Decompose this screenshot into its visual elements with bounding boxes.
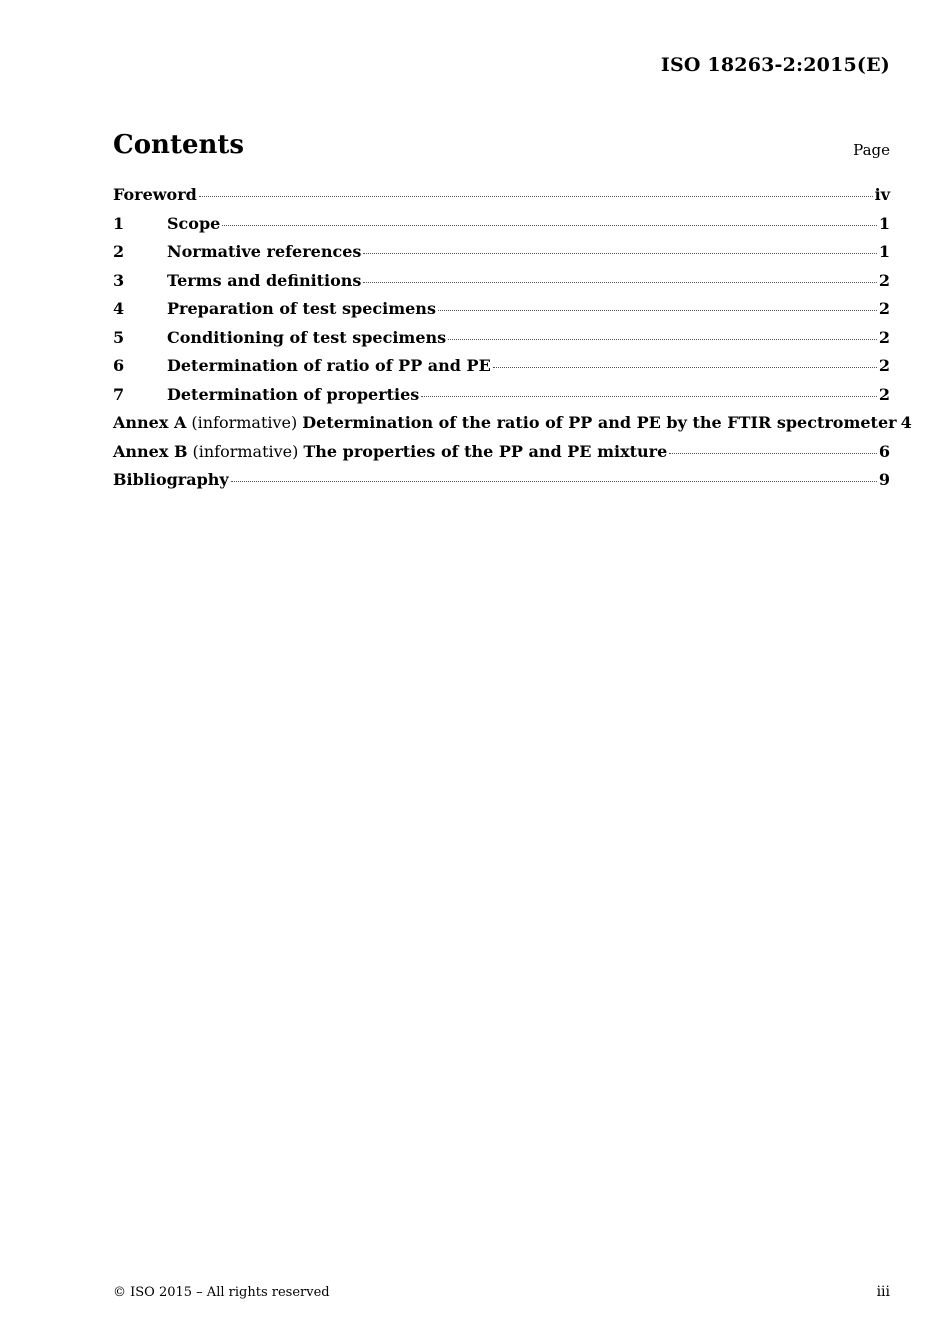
table-of-contents [113, 184, 912, 498]
toc-leader-dots [493, 367, 877, 368]
toc-entry-number: 7 [113, 384, 125, 404]
toc-entry-normative-references[interactable] [113, 241, 890, 270]
toc-entry-title: Conditioning of test specimens [167, 327, 447, 347]
copyright-notice: © ISO 2015 – All rights reserved [113, 1285, 330, 1300]
page-number: iii [876, 1284, 890, 1300]
toc-annex-qualifier: (informative) [192, 441, 299, 461]
contents-header [113, 130, 890, 166]
toc-entry-page: 1 [878, 213, 890, 233]
toc-leader-dots [363, 282, 876, 283]
toc-entry-title: Determination of the ratio of PP and PE by the FTIR spectrometer [302, 413, 897, 432]
toc-entry-foreword[interactable] [113, 184, 890, 213]
toc-entry-number: 5 [113, 327, 125, 347]
toc-entry-number: 3 [113, 270, 125, 290]
toc-entry-preparation-of-test-specimens[interactable] [113, 298, 890, 327]
toc-entry-conditioning-of-test-specimens[interactable] [113, 327, 890, 356]
toc-entry-title: Foreword [113, 185, 197, 204]
toc-entry-terms-and-definitions[interactable] [113, 270, 890, 299]
toc-leader-dots [199, 196, 873, 197]
toc-entry-number: 6 [113, 356, 125, 375]
page-column-label: Page [853, 141, 890, 159]
toc-leader-dots [222, 225, 877, 226]
toc-leader-dots [231, 481, 877, 482]
document-id: ISO 18263-2:2015(E) [660, 54, 890, 76]
toc-entry-page: 2 [878, 270, 890, 290]
toc-entry-page: 2 [878, 299, 890, 318]
toc-entry-title: Normative references [167, 242, 362, 261]
toc-entry-annex-b[interactable] [113, 441, 890, 470]
toc-entry-title: Scope [167, 213, 221, 233]
toc-entry-determination-of-ratio[interactable] [113, 355, 890, 384]
toc-entry-annex-a[interactable] [113, 412, 912, 441]
toc-leader-dots [363, 253, 876, 254]
toc-entry-page: 2 [878, 356, 890, 375]
toc-entry-scope[interactable] [113, 213, 890, 242]
page-title: Contents [113, 130, 245, 160]
toc-entry-title: Terms and definitions [167, 270, 362, 290]
toc-annex-qualifier: (informative) [191, 413, 298, 432]
toc-entry-number: 4 [113, 299, 125, 318]
toc-entry-title: The properties of the PP and PE mixture [303, 441, 668, 461]
toc-leader-dots [448, 339, 877, 340]
toc-entry-page: 9 [878, 470, 890, 489]
toc-entry-title: Determination of properties [167, 384, 420, 404]
toc-entry-page: 1 [878, 242, 890, 261]
toc-entry-page: iv [874, 185, 890, 204]
toc-leader-dots [438, 310, 877, 311]
toc-leader-dots [669, 453, 877, 454]
toc-entry-page: 6 [878, 441, 890, 461]
toc-annex-label: Annex A [113, 413, 187, 432]
toc-entry-page: 2 [878, 384, 890, 404]
toc-entry-page: 2 [878, 327, 890, 347]
toc-entry-determination-of-properties[interactable] [113, 384, 890, 413]
toc-entry-page: 4 [900, 413, 912, 432]
toc-entry-number: 1 [113, 213, 125, 233]
toc-annex-label: Annex B [113, 441, 188, 461]
toc-leader-dots [421, 396, 877, 397]
toc-entry-bibliography[interactable] [113, 469, 890, 498]
toc-entry-title: Bibliography [113, 470, 229, 489]
page-footer [113, 1285, 890, 1305]
toc-entry-title: Determination of ratio of PP and PE [167, 356, 491, 375]
toc-entry-title: Preparation of test specimens [167, 299, 436, 318]
toc-entry-number: 2 [113, 242, 125, 261]
